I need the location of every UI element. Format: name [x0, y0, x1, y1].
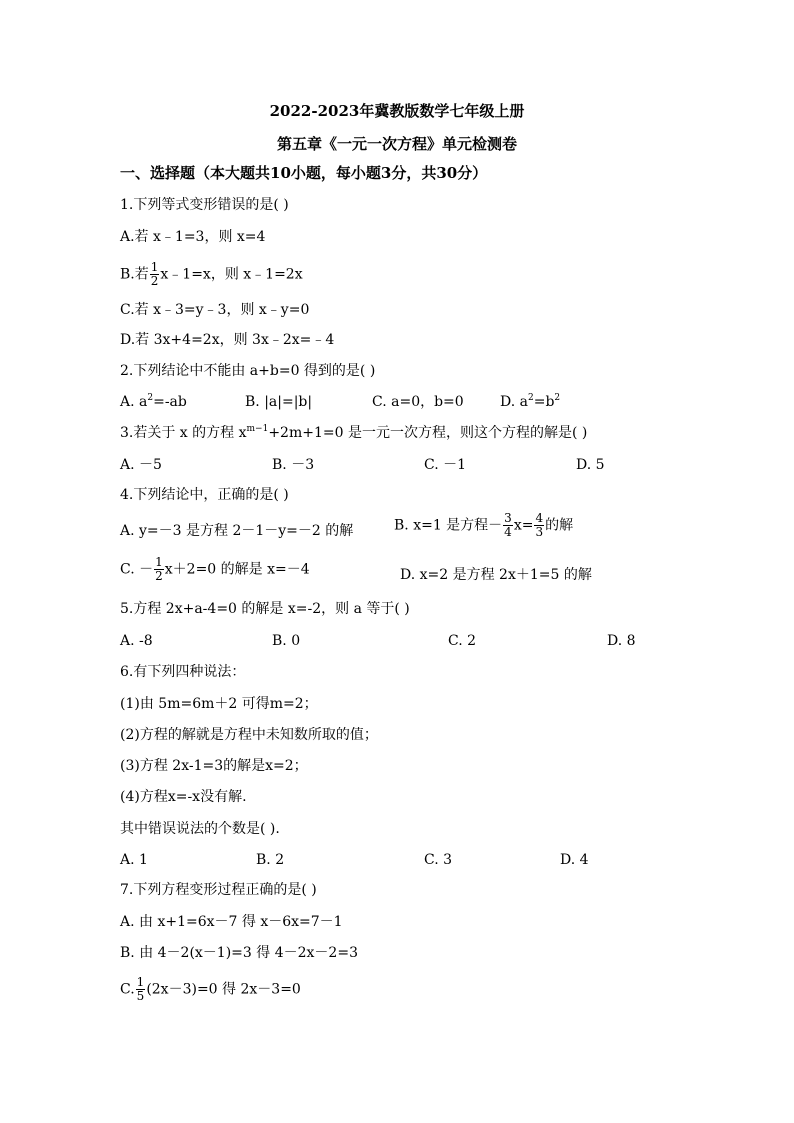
option-text: C. － — [120, 561, 154, 578]
option-text: D. a — [500, 394, 528, 410]
question-5-option-a: A. -8 — [120, 633, 153, 649]
option-text: A. a — [120, 394, 148, 410]
question-2-stem: 2.下列结论中不能由 a+b=0 得到的是( ) — [120, 363, 376, 379]
fraction-numerator: 1 — [136, 975, 145, 989]
question-5-option-b: B. 0 — [272, 633, 301, 649]
question-4-option-a: A. y=－3 是方程 2－1－y=－2 的解 — [120, 523, 354, 539]
stem-text: +2m+1=0 是一元一次方程，则这个方程的解是( ) — [268, 425, 588, 441]
question-3-stem — [120, 424, 587, 442]
section-heading: 一、选择题（本大题共10小题，每小题3分，共30分） — [120, 164, 488, 182]
fraction-one-half — [154, 556, 164, 583]
question-6-ask: 其中错误说法的个数是( ). — [120, 821, 280, 837]
fraction-denominator: 2 — [155, 569, 163, 583]
exam-title: 2022-2023年冀教版数学七年级上册 — [269, 102, 525, 120]
question-2-option-d — [500, 393, 560, 411]
option-text: C. — [120, 981, 135, 998]
question-2-option-c: C. a=0，b=0 — [372, 394, 464, 410]
question-3-option-b: B. －3 — [272, 457, 315, 473]
question-4-option-d: D. x=2 是方程 2x＋1=5 的解 — [400, 567, 592, 583]
question-6-statement-2: (2)方程的解就是方程中未知数所取的值； — [120, 727, 378, 743]
question-5-option-d: D. 8 — [607, 633, 636, 649]
question-3-option-c: C. －1 — [424, 457, 467, 473]
option-text: B. x=1 是方程－ — [394, 517, 503, 534]
fraction-denominator: 2 — [150, 274, 159, 288]
fraction-denominator: 5 — [136, 989, 145, 1003]
fraction-one-fifth — [136, 976, 146, 1003]
question-7-option-a: A. 由 x+1=6x－7 得 x－6x=7－1 — [120, 914, 343, 930]
question-5-stem: 5.方程 2x+a-4=0 的解是 x=-2，则 a 等于( ) — [120, 601, 410, 617]
stem-text: 3.若关于 x 的方程 x — [120, 425, 247, 441]
fraction-numerator: 3 — [504, 511, 512, 525]
question-7-option-b: B. 由 4－2(x－1)=3 得 4－2x－2=3 — [120, 945, 358, 961]
exponent: m−1 — [246, 424, 269, 434]
option-text: 的解 — [545, 517, 574, 534]
question-1-option-c: C.若 x﹣3=y﹣3，则 x﹣y=0 — [120, 302, 310, 318]
exponent: 2 — [527, 393, 534, 403]
question-6-option-d: D. 4 — [560, 852, 589, 868]
fraction-three-quarters — [503, 512, 513, 539]
option-b-suffix: x﹣1=x，则 x﹣1=2x — [160, 266, 303, 283]
option-text: x＋2=0 的解是 x=－4 — [164, 561, 310, 578]
fraction-one-half — [150, 261, 160, 288]
question-4-stem: 4.下列结论中，正确的是( ) — [120, 487, 289, 503]
fraction-four-thirds — [534, 512, 544, 539]
fraction-denominator: 4 — [504, 525, 512, 539]
question-6-option-a: A. 1 — [120, 852, 148, 868]
option-text: x= — [513, 517, 534, 534]
question-6-statement-4: (4)方程x=-x没有解. — [120, 789, 247, 805]
question-6-statement-1: (1)由 5m=6m＋2 可得m=2； — [120, 696, 318, 712]
question-6-statement-3: (3)方程 2x-1=3的解是x=2； — [120, 758, 308, 774]
exponent: 2 — [147, 393, 154, 403]
question-7-stem: 7.下列方程变形过程正确的是( ) — [120, 882, 317, 898]
question-1-option-a: A.若 x﹣1=3，则 x=4 — [120, 229, 266, 245]
question-6-stem: 6.有下列四种说法： — [120, 664, 246, 680]
question-6-option-b: B. 2 — [256, 852, 285, 868]
question-4-option-c — [120, 556, 310, 583]
question-6-option-c: C. 3 — [424, 852, 453, 868]
question-3-option-d: D. 5 — [576, 457, 605, 473]
question-3-option-a: A. －5 — [120, 457, 162, 473]
fraction-numerator: 1 — [155, 555, 163, 569]
fraction-numerator: 4 — [535, 511, 544, 525]
question-1-stem: 1.下列等式变形错误的是( ) — [120, 197, 289, 213]
question-1-option-b — [120, 261, 303, 288]
exam-subtitle: 第五章《一元一次方程》单元检测卷 — [276, 135, 517, 153]
option-text: (2x－3)=0 得 2x－3=0 — [146, 981, 301, 998]
question-2-option-a — [120, 393, 187, 411]
option-b-prefix: B.若 — [120, 266, 149, 283]
question-4-option-b — [394, 512, 573, 539]
question-2-option-b: B. |a|=|b| — [245, 394, 313, 410]
question-1-option-d: D.若 3x+4=2x，则 3x﹣2x=﹣4 — [120, 332, 335, 348]
exponent: 2 — [554, 393, 561, 403]
option-text: =-ab — [153, 394, 187, 410]
question-7-option-c — [120, 976, 301, 1003]
question-5-option-c: C. 2 — [448, 633, 477, 649]
fraction-denominator: 3 — [535, 525, 544, 539]
option-text: =b — [533, 394, 555, 410]
fraction-numerator: 1 — [150, 260, 159, 274]
